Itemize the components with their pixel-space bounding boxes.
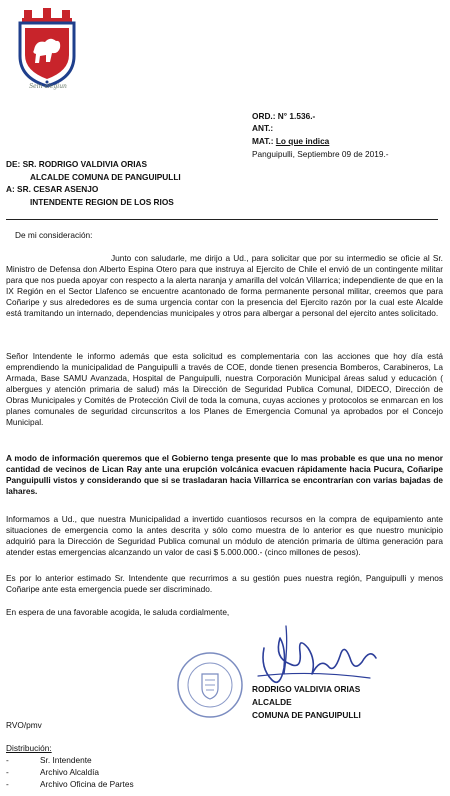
ant-label: ANT.: bbox=[252, 123, 274, 133]
ord-number: ORD.: N° 1.536.- bbox=[252, 111, 316, 121]
to-title: INTENDENTE REGION DE LOS RIOS bbox=[30, 197, 174, 207]
paragraph-request: Junto con saludarle, me dirijo a Ud., para solicitar que por su intermedio se oficie al Sr. Ministro de Defensa don Alberto Espina Otero para que instruya al Ejercito de Chile el envió de un contingente militar para que nos pueda apoyar con respecto a la alerta naranja y amarilla del volcán Villarrica; independiente de que en la IX Región en el Sector Llafenco se encuentre acantonado de forma permanente personal militar, creemos que para Coñaripe y sus alrededores es de suma urgencia contar con la presencia del Ejercito razón por la cual este Alcalde está tramitando un internado, dependencias municipales y otros para albergar a personal del ejercito antes solicitado. bbox=[6, 253, 443, 318]
municipal-seal-stamp bbox=[175, 650, 245, 720]
from-title: ALCALDE COMUNA DE PANGUIPULLI bbox=[30, 172, 181, 182]
place-date: Panguipulli, Septiembre 09 de 2019.- bbox=[252, 149, 389, 159]
list-item: - Archivo Oficina de Partes bbox=[6, 779, 134, 789]
typist-initials: RVO/pmv bbox=[6, 720, 42, 730]
signatory-commune: COMUNA DE PANGUIPULLI bbox=[252, 710, 361, 720]
list-item: - Sr. Intendente bbox=[6, 755, 92, 765]
paragraph-investment: Informamos a Ud., que nuestra Municipalidad a invertido cuantiosos recursos en la compra de equipamiento ante situaciones de emergencia como la antes descrita y sólo como muestra de lo anterior es que nuestro municipio adquirió para la Dirección de Seguridad Publica comunal un módulo de atención primaria de última generación para atender estas emergencias alcanzando un valor de casi $ 5.000.000.- (cinco millones de pesos). bbox=[6, 514, 443, 557]
mat-label: MAT.: bbox=[252, 136, 274, 146]
to-line: A: SR. CESAR ASENJO bbox=[6, 184, 99, 194]
paragraph-coe-actions: Señor Intendente le informo además que esta solicitud es complementaria con las acciones que hoy día está emprendiendo la municipalidad de Panguipulli a través de COE, donde tienen presencia Bomberos, Carabineros, La Armada, Base SAMU Avanzada, Hospital de Panguipulli, nuestra Corporación Municipal áreas salud y educación ( albergues y atención primaria de salud) más la Dirección de Seguridad Publica Comunal, DIDECO, Dirección de Obras Municipales y Comités de Protección Civil de toda la comuna, cuyas acciones y protocolos se enmarcan en los planes comunales de seguridad circunscritos a los Planes de Emergencia Comunal ya aprobados por el Concejo Municipal. bbox=[6, 351, 443, 427]
list-item: - Archivo Alcaldía bbox=[6, 767, 100, 777]
from-line: DE: SR. RODRIGO VALDIVIA ORIAS bbox=[6, 159, 148, 169]
paragraph-evacuation-info: A modo de información queremos que el Gobierno tenga presente que lo mas probable es que una no menor cantidad de vecinos de Lican Ray ante una erupción volcánica evacuen rápidamente hacia Pucura, Coñaripe Panguipulli vistos y considerando que si se trasladaran hacia Villarrica se encontrarían con varias bajadas de lahares. bbox=[6, 453, 443, 496]
distribution-heading: Distribución: bbox=[6, 743, 52, 753]
mat-value: Lo que indica bbox=[275, 136, 330, 146]
salutation: De mi consideración: bbox=[15, 230, 93, 240]
crest-caption: Sein elegiun bbox=[29, 83, 67, 90]
header-divider bbox=[6, 219, 438, 220]
distribution-list bbox=[6, 755, 206, 791]
signatory-name: RODRIGO VALDIVIA ORIAS bbox=[252, 684, 361, 694]
paragraph-farewell: En espera de una favorable acogida, le saluda cordialmente, bbox=[6, 607, 230, 617]
signatory-title: ALCALDE bbox=[252, 697, 292, 707]
paragraph-closing-request: Es por lo anterior estimado Sr. Intendente que recurrimos a su gestión pues nuestra región, Panguipulli y menos Coñaripe ante esta emergencia puede ser discriminado. bbox=[6, 573, 443, 594]
